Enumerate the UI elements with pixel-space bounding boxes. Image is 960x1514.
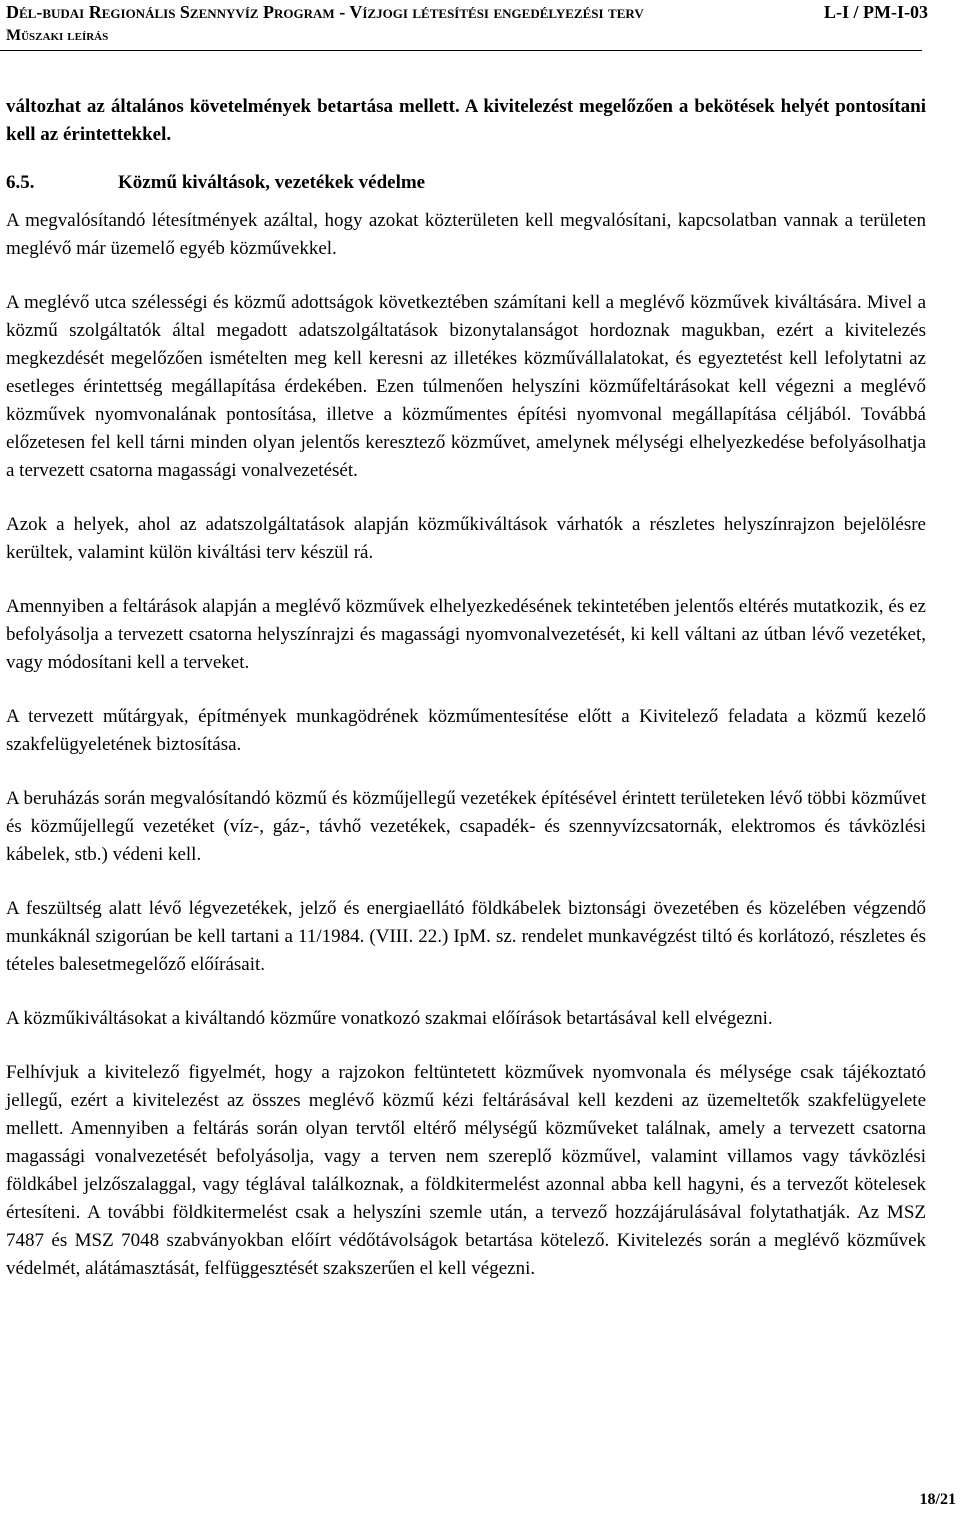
document-title: Dél-budai Regionális Szennyvíz Program - Vízjogi létesítési engedélyezési terv	[6, 2, 644, 22]
body-paragraph-3: Azok a helyek, ahol az adatszolgáltatások alapján közműkiváltások várhatók a részletes helyszínrajzon bejelölésre kerültek, valamint külön kiváltási terv készül rá.	[6, 514, 926, 563]
body-paragraph-6: A beruházás során megvalósítandó közmű és közműjellegű vezetékek építésével érintett területeken lévő többi közművet és közműjellegű vezetéket (víz-, gáz-, távhő vezetékek, csapadék- és szennyvízcsatornák, elektromos és távközlési kábelek, stb.) védeni kell.	[6, 788, 926, 865]
page-number: 18/21	[919, 1491, 956, 1508]
header-top-line	[6, 0, 928, 24]
page-body	[6, 93, 926, 1283]
body-paragraph-4: Amennyiben a feltárások alapján a meglévő közművek elhelyezkedésének tekintetében jelentős eltérés mutatkozik, és ez befolyásolja a tervezett csatorna helyszínrajzi és magassági nyomvonalvezetését, ki kell váltani az útban lévő vezetéket, vagy módosítani kell a terveket.	[6, 596, 926, 673]
section-number: 6.5.	[6, 172, 35, 193]
body-paragraph-1: A megvalósítandó létesítmények azáltal, hogy azokat közterületen kell megvalósítani, kapcsolatban vannak a területen meglévő már üzemelő egyéb közművekkel.	[6, 210, 926, 259]
body-paragraph-7: A feszültség alatt lévő légvezetékek, jelző és energiaellátó földkábelek biztonsági övezetében és közelében végzendő munkáknál szigorúan be kell tartani a 11/1984. (VIII. 22.) IpM. sz. rendelet munkavégzést tiltó és korlátozó, részletes és tételes balesetmegelőző előírásait.	[6, 898, 926, 975]
document-code: L-I / PM-I-03	[824, 2, 928, 22]
body-paragraph-2: A meglévő utca szélességi és közmű adottságok következtében számítani kell a meglévő közművek kiváltására. Mivel a közmű szolgáltatók által megadott adatszolgáltatások bizonytalanságot hordoznak magukban, ezért a kivitelezés megkezdését megelőzően ismételten meg kell keresni az illetékes közművállalatokat, és egyeztetést kell lefolytatni az esetleges érintettség megállapítása érdekében. Ezen túlmenően helyszíni közműfeltárásokat kell végezni a meglévő közművek nyomvonalának pontosítása, illetve a közműmentes építési nyomvonal megállapítása céljából. Továbbá előzetesen fel kell tárni minden olyan jelentős keresztező közművet, amelynek mélységi elhelyezkedése befolyásolhatja a tervezett csatorna magassági vonalvezetését.	[6, 292, 926, 481]
body-paragraph-5: A tervezett műtárgyak, építmények munkagödrének közműmentesítése előtt a Kivitelező feladata a közmű kezelő szakfelügyeletének biztosítása.	[6, 706, 926, 755]
intro-paragraph: változhat az általános követelmények betartása mellett. A kivitelezést megelőzően a bekötések helyét pontosítani kell az érintettekkel.	[6, 96, 926, 145]
body-paragraph-8: A közműkiváltásokat a kiváltandó közműre vonatkozó szakmai előírások betartásával kell elvégezni.	[6, 1008, 773, 1029]
section-heading	[6, 169, 926, 197]
section-title: Közmű kiváltások, vezetékek védelme	[118, 172, 426, 193]
document-subtitle: Műszaki leírás	[6, 27, 109, 44]
header-divider	[0, 50, 922, 51]
page-header	[6, 0, 928, 48]
body-paragraph-9: Felhívjuk a kivitelező figyelmét, hogy a rajzokon feltüntetett közművek nyomvonala és mélysége csak tájékoztató jellegű, ezért a kivitelezést az összes meglévő közmű kézi feltárásával kell kezdeni az üzemeltetők szakfelügyelete mellett. Amennyiben a feltárás során olyan tervtől eltérő mélységű közműveket találnak, amely a tervezett csatorna magassági vonalvezetését befolyásolja, vagy a terven nem szereplő közművel, valamint villamos vagy távközlési földkábel jelzőszalaggal, vagy téglával találkoznak, a földkitermelést azonnal abba kell hagyni, és a tervezőt kötelesek értesíteni. A további földkitermelést csak a helyszíni szemle után, a tervező hozzájárulásával folytathatják. Az MSZ 7487 és MSZ 7048 szabványokban előírt védőtávolságok betartása kötelező. Kivitelezés során a meglévő közművek védelmét, alátámasztását, felfüggesztését szakszerűen el kell végezni.	[6, 1062, 926, 1279]
